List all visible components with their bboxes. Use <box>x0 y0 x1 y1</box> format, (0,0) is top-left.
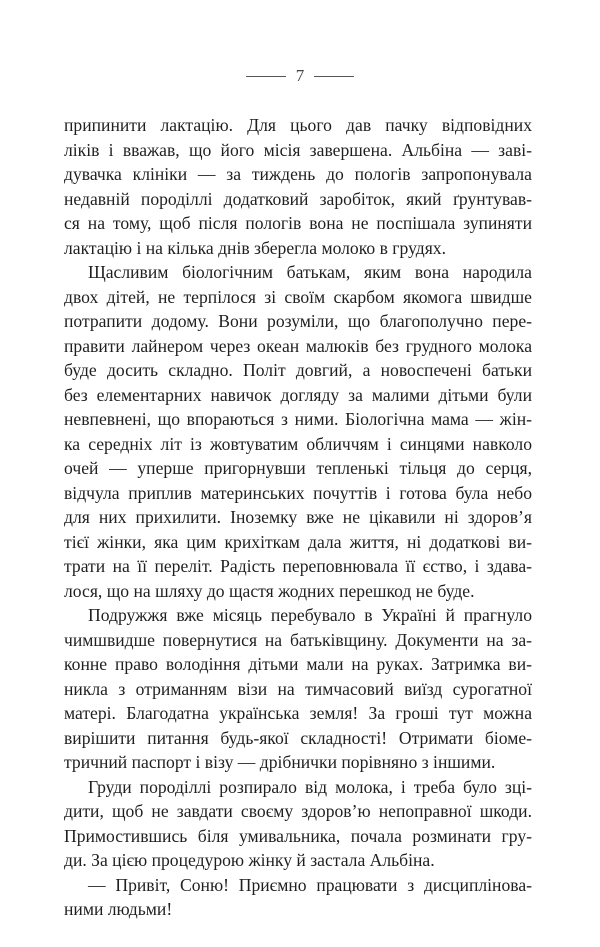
text-line: матері. Благодатна українська земля! За гроші тут можна <box>64 703 532 723</box>
text-line: ся на тому, щоб після пологів вона не поспішала зупиняти <box>64 213 532 233</box>
text-line: Щасливим біологічним батькам, яким вона народила <box>88 262 532 282</box>
text-line: відчула приплив материнських почуттів і готова була небо <box>64 482 532 503</box>
text-line: тієї жінки, яка цим крихіткам дала життя, ні додаткові ви- <box>64 531 532 552</box>
text-line: для них прихилити. Іноземку вже не цікавили ні здоров’я <box>64 507 532 527</box>
paragraph <box>64 775 532 873</box>
text-line: невпевнені, що впораються з ними. Біологічна мама — жін- <box>64 409 532 429</box>
text-line: трати на її переліт. Радість переповнювала її єство, і здава- <box>64 556 532 576</box>
text-line: правити лайнером через океан малюків без грудного молока <box>64 335 532 356</box>
text-line: ліків і вважав, що його місія завершена. Альбіна — заві- <box>64 139 532 160</box>
text-line: чимшвидше повернутися на батьківщину. Документи на за- <box>64 629 532 650</box>
text-line: лактацію і на кілька днів зберегла молоко в грудях. <box>64 237 446 258</box>
text-line: дувачка клініки — за тиждень до пологів запропонувала <box>64 164 532 184</box>
text-line: никла з отриманням візи на тимчасовий виїзд сурогатної <box>64 678 532 699</box>
paragraph <box>64 260 532 603</box>
body-text <box>64 113 532 922</box>
text-line: Примостившись біля умивальника, почала розминати гру- <box>64 825 532 846</box>
paragraph <box>64 603 532 775</box>
header-rule-right <box>314 76 354 77</box>
page-header <box>0 66 600 86</box>
text-line: двох дітей, не терпілося зі своїм скарбом якомога швидше <box>64 286 532 307</box>
paragraph <box>64 113 532 260</box>
text-line: конне право володіння дітьми мали на руках. Затримка ви- <box>64 654 532 674</box>
text-line: дити, щоб не завдати своєму здоров’ю непоправної шкоди. <box>64 801 532 821</box>
text-line: вирішити питання будь-якої складності! Отримати біоме- <box>64 727 532 748</box>
text-line: Подружжя вже місяць перебувало в Україні й прагнуло <box>88 605 532 625</box>
text-line: очей — уперше пригорнувши тепленькі тільця до серця, <box>64 458 532 478</box>
text-line: припинити лактацію. Для цього дав пачку відповідних <box>64 115 532 135</box>
text-line: потрапити додому. Вони розуміли, що благополучно пере- <box>64 311 532 331</box>
text-line: ка середніх літ із жовтуватим обличчям і синцями навколо <box>64 433 532 454</box>
text-line: буде досить складно. Політ довгий, а новоспечені батьки <box>64 360 532 380</box>
page-number: 7 <box>295 66 305 85</box>
text-line: лося, що на шляху до щастя жодних перешкод не буде. <box>64 580 475 601</box>
text-line: ними людьми! <box>64 899 173 919</box>
text-line: Груди породіллі розпирало від молока, і треба було зці- <box>88 776 532 797</box>
text-line: без елементарних навичок догляду за малими дітьми були <box>64 384 532 405</box>
text-line: — Привіт, Соню! Приємно працювати з дисциплінова- <box>88 874 532 895</box>
text-line: ди. За цією процедурою жінку й застала Альбіна. <box>64 850 435 870</box>
header-rule-left <box>246 76 286 77</box>
text-line: недавній породіллі додатковий заробіток, який ґрунтував- <box>64 188 532 209</box>
paragraph <box>64 873 532 922</box>
text-line: тричний паспорт і візу — дрібнички порівняно з іншими. <box>64 752 496 772</box>
